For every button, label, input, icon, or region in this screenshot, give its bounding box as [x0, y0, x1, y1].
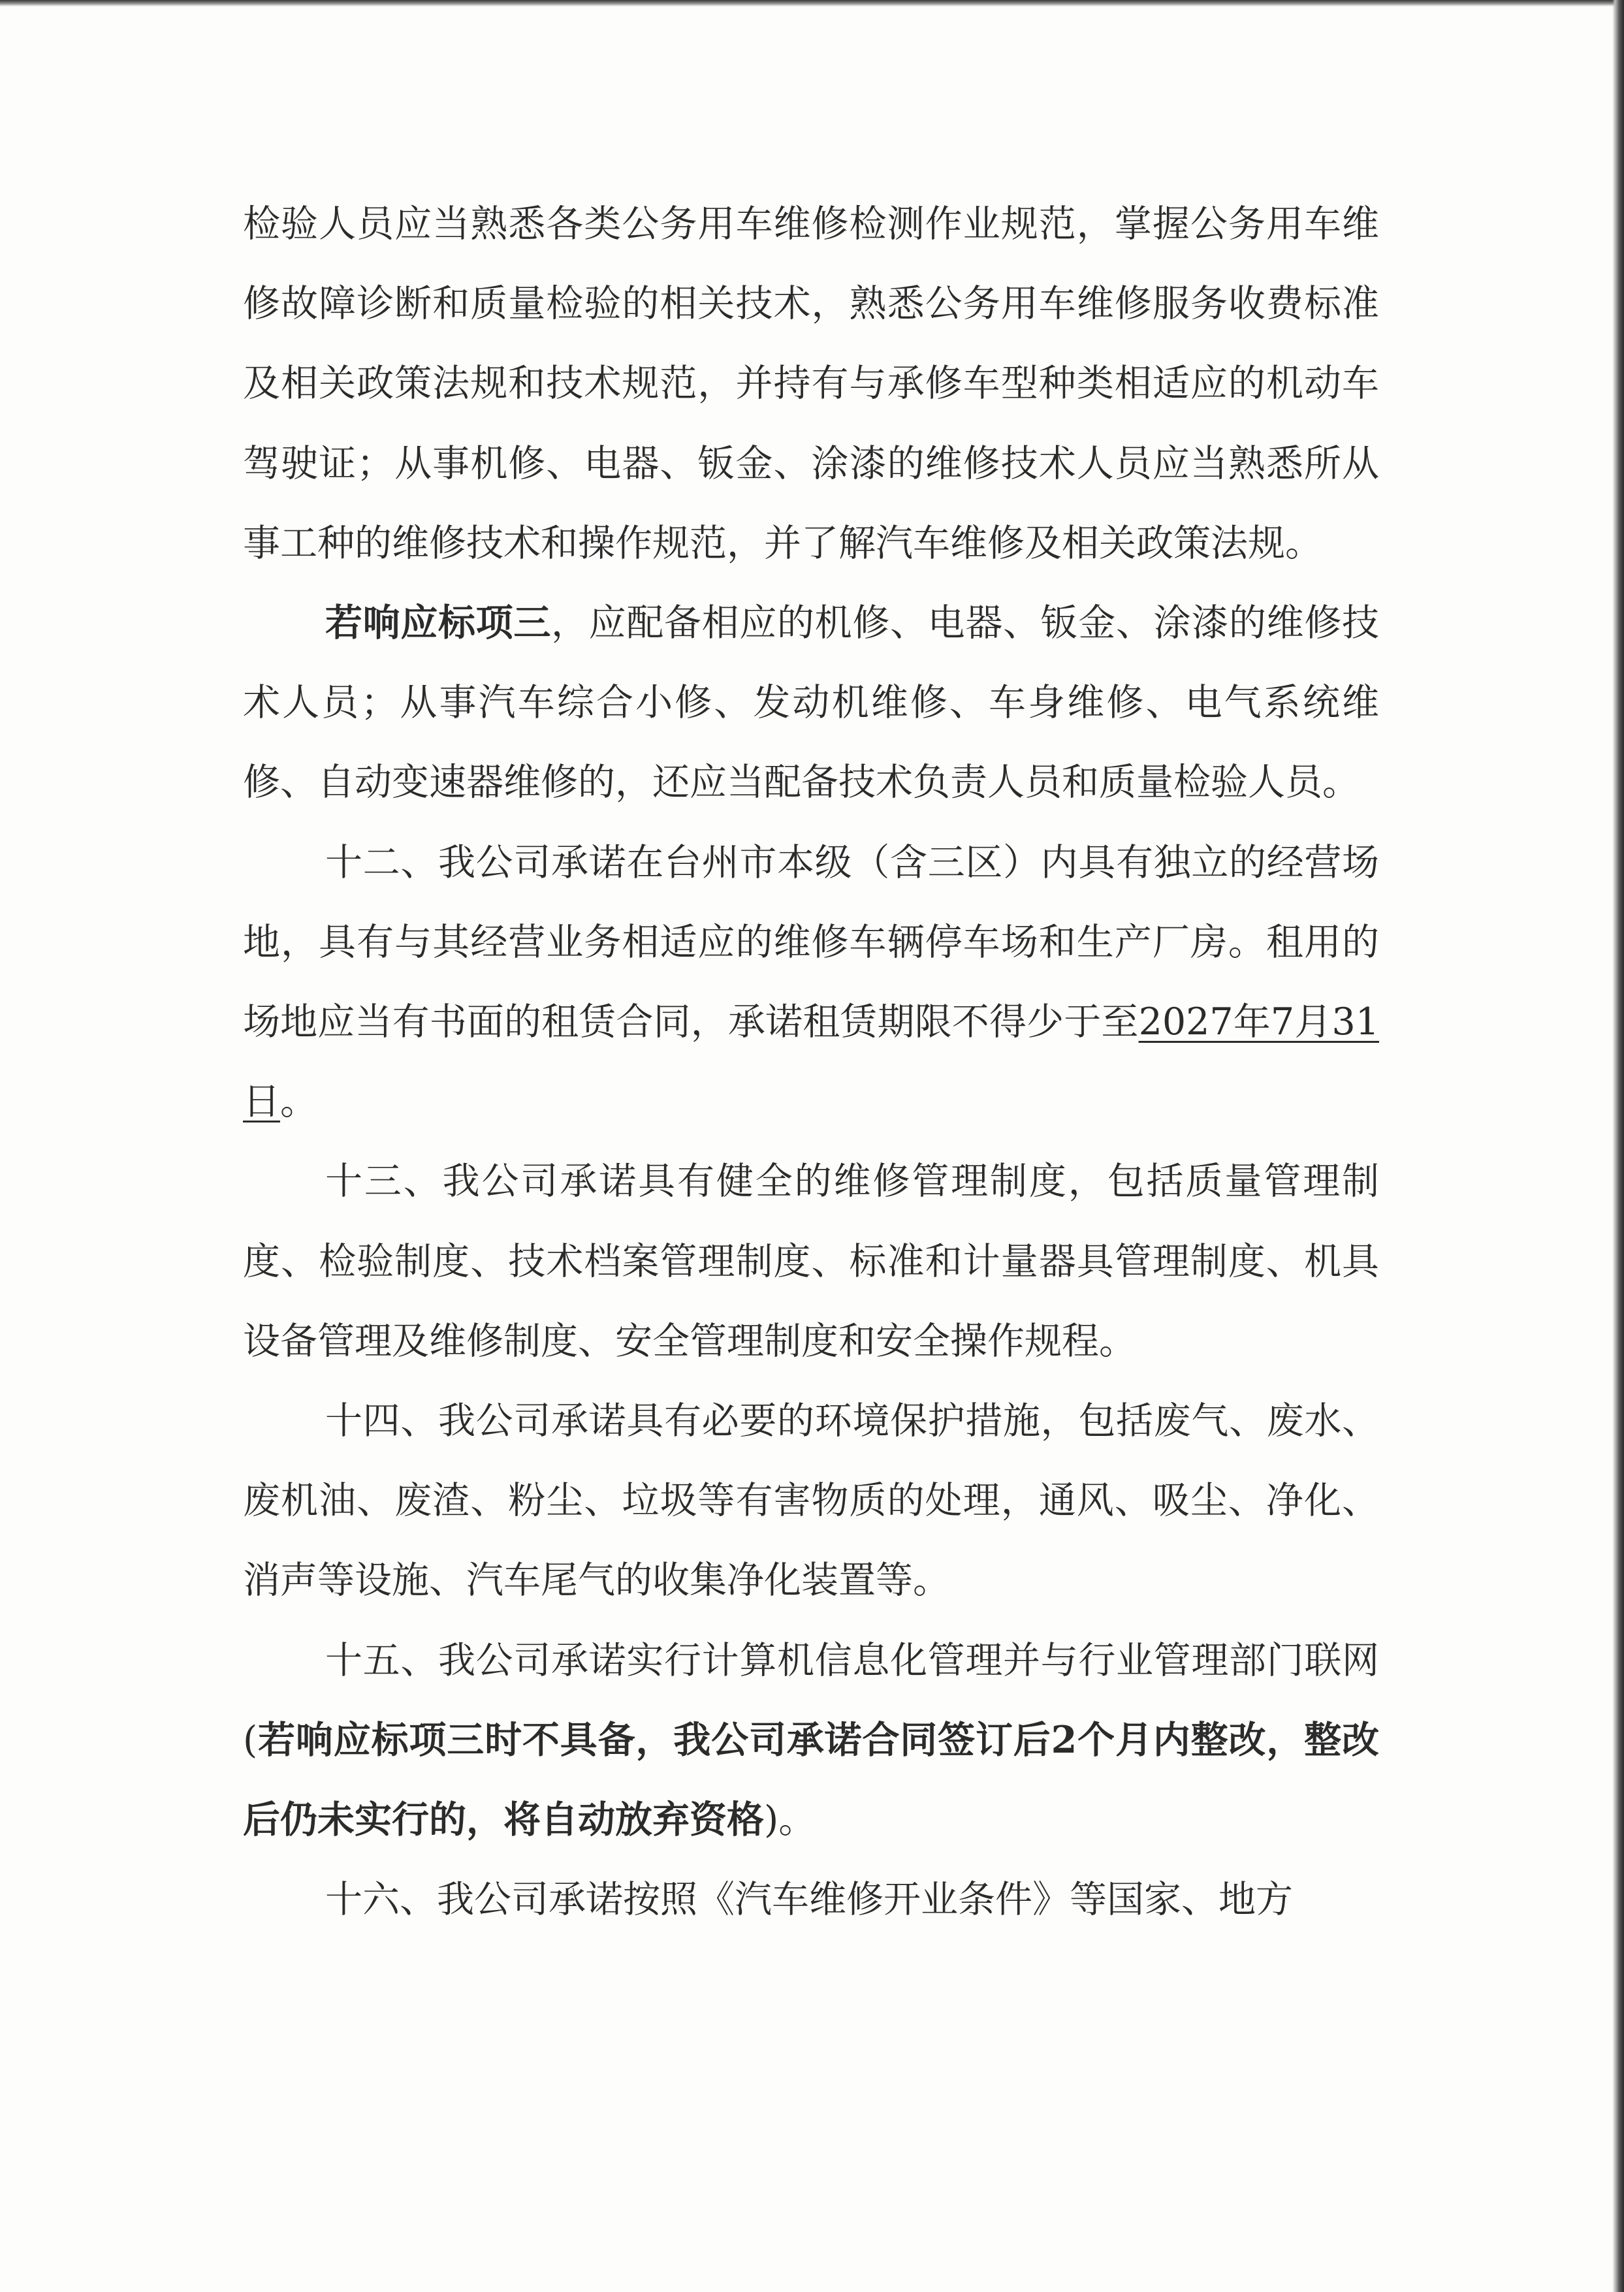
text-segment: 十三、我公司承诺具有健全的维修管理制度，包括质量管理制度、检验制度、技术档案管理制度、标准和计量器具管理制度、机具设备管理及维修制度、安全管理制度和安全操作规程。 [243, 1160, 1379, 1363]
scan-top-edge [0, 0, 1624, 7]
text-segment: 检验人员应当熟悉各类公务用车维修检测作业规范，掌握公务用车维修故障诊断和质量检验的相关技术，熟悉公务用车维修服务收费标准及相关政策法规和技术规范，并持有与承修车型种类相适应的机动车驾驶证；从事机修、电器、钣金、涂漆的维修技术人员应当熟悉所从事工种的维修技术和操作规范，并了解汽车维修及相关政策法规。 [243, 202, 1379, 565]
paragraph-item-13 [243, 1141, 1379, 1381]
scan-right-edge [1612, 0, 1624, 2292]
text-segment: 十五、我公司承诺实行计算机信息化管理并与行业管理部门联网( [243, 1638, 1379, 1762]
lease-end-date: 2027年7月31日 [243, 1000, 1380, 1124]
paragraph-item-15 [243, 1621, 1379, 1860]
text-segment: 。 [280, 1080, 317, 1124]
paragraph-item-14 [243, 1381, 1379, 1621]
paragraph-inspection-staff [243, 184, 1379, 583]
document-body [243, 184, 1379, 1939]
text-segment: 十六、我公司承诺按照《汽车维修开业条件》等国家、地方 [325, 1878, 1293, 1922]
text-segment-bold: 若响应标项三 [325, 601, 551, 645]
text-segment: ，应配备相应的机修、电器、钣金、涂漆的维修技术人员；从事汽车综合小修、发动机维修、车身维修、电气系统维修、自动变速器维修的，还应当配备技术负责人员和质量检验人员。 [243, 601, 1379, 804]
paragraph-item-12 [243, 823, 1379, 1142]
text-segment: )。 [764, 1798, 816, 1842]
text-segment-bold: 若响应标项三时不具备，我公司承诺合同签订后2个月内整改，整改后仍未实行的，将自动放弃资格 [243, 1717, 1379, 1842]
text-segment: 十四、我公司承诺具有必要的环境保护措施，包括废气、废水、废机油、废渣、粉尘、垃圾等有害物质的处理，通风、吸尘、净化、消声等设施、汽车尾气的收集净化装置等。 [243, 1399, 1379, 1602]
paragraph-lot-three-staff [243, 583, 1379, 823]
text-segment: 十二、我公司承诺在台州市本级（含三区）内具有独立的经营场地，具有与其经营业务相适应的维修车辆停车场和生产厂房。租用的场地应当有书面的租赁合同，承诺租赁期限不得少于至 [243, 840, 1379, 1044]
paragraph-item-16 [243, 1860, 1379, 1939]
